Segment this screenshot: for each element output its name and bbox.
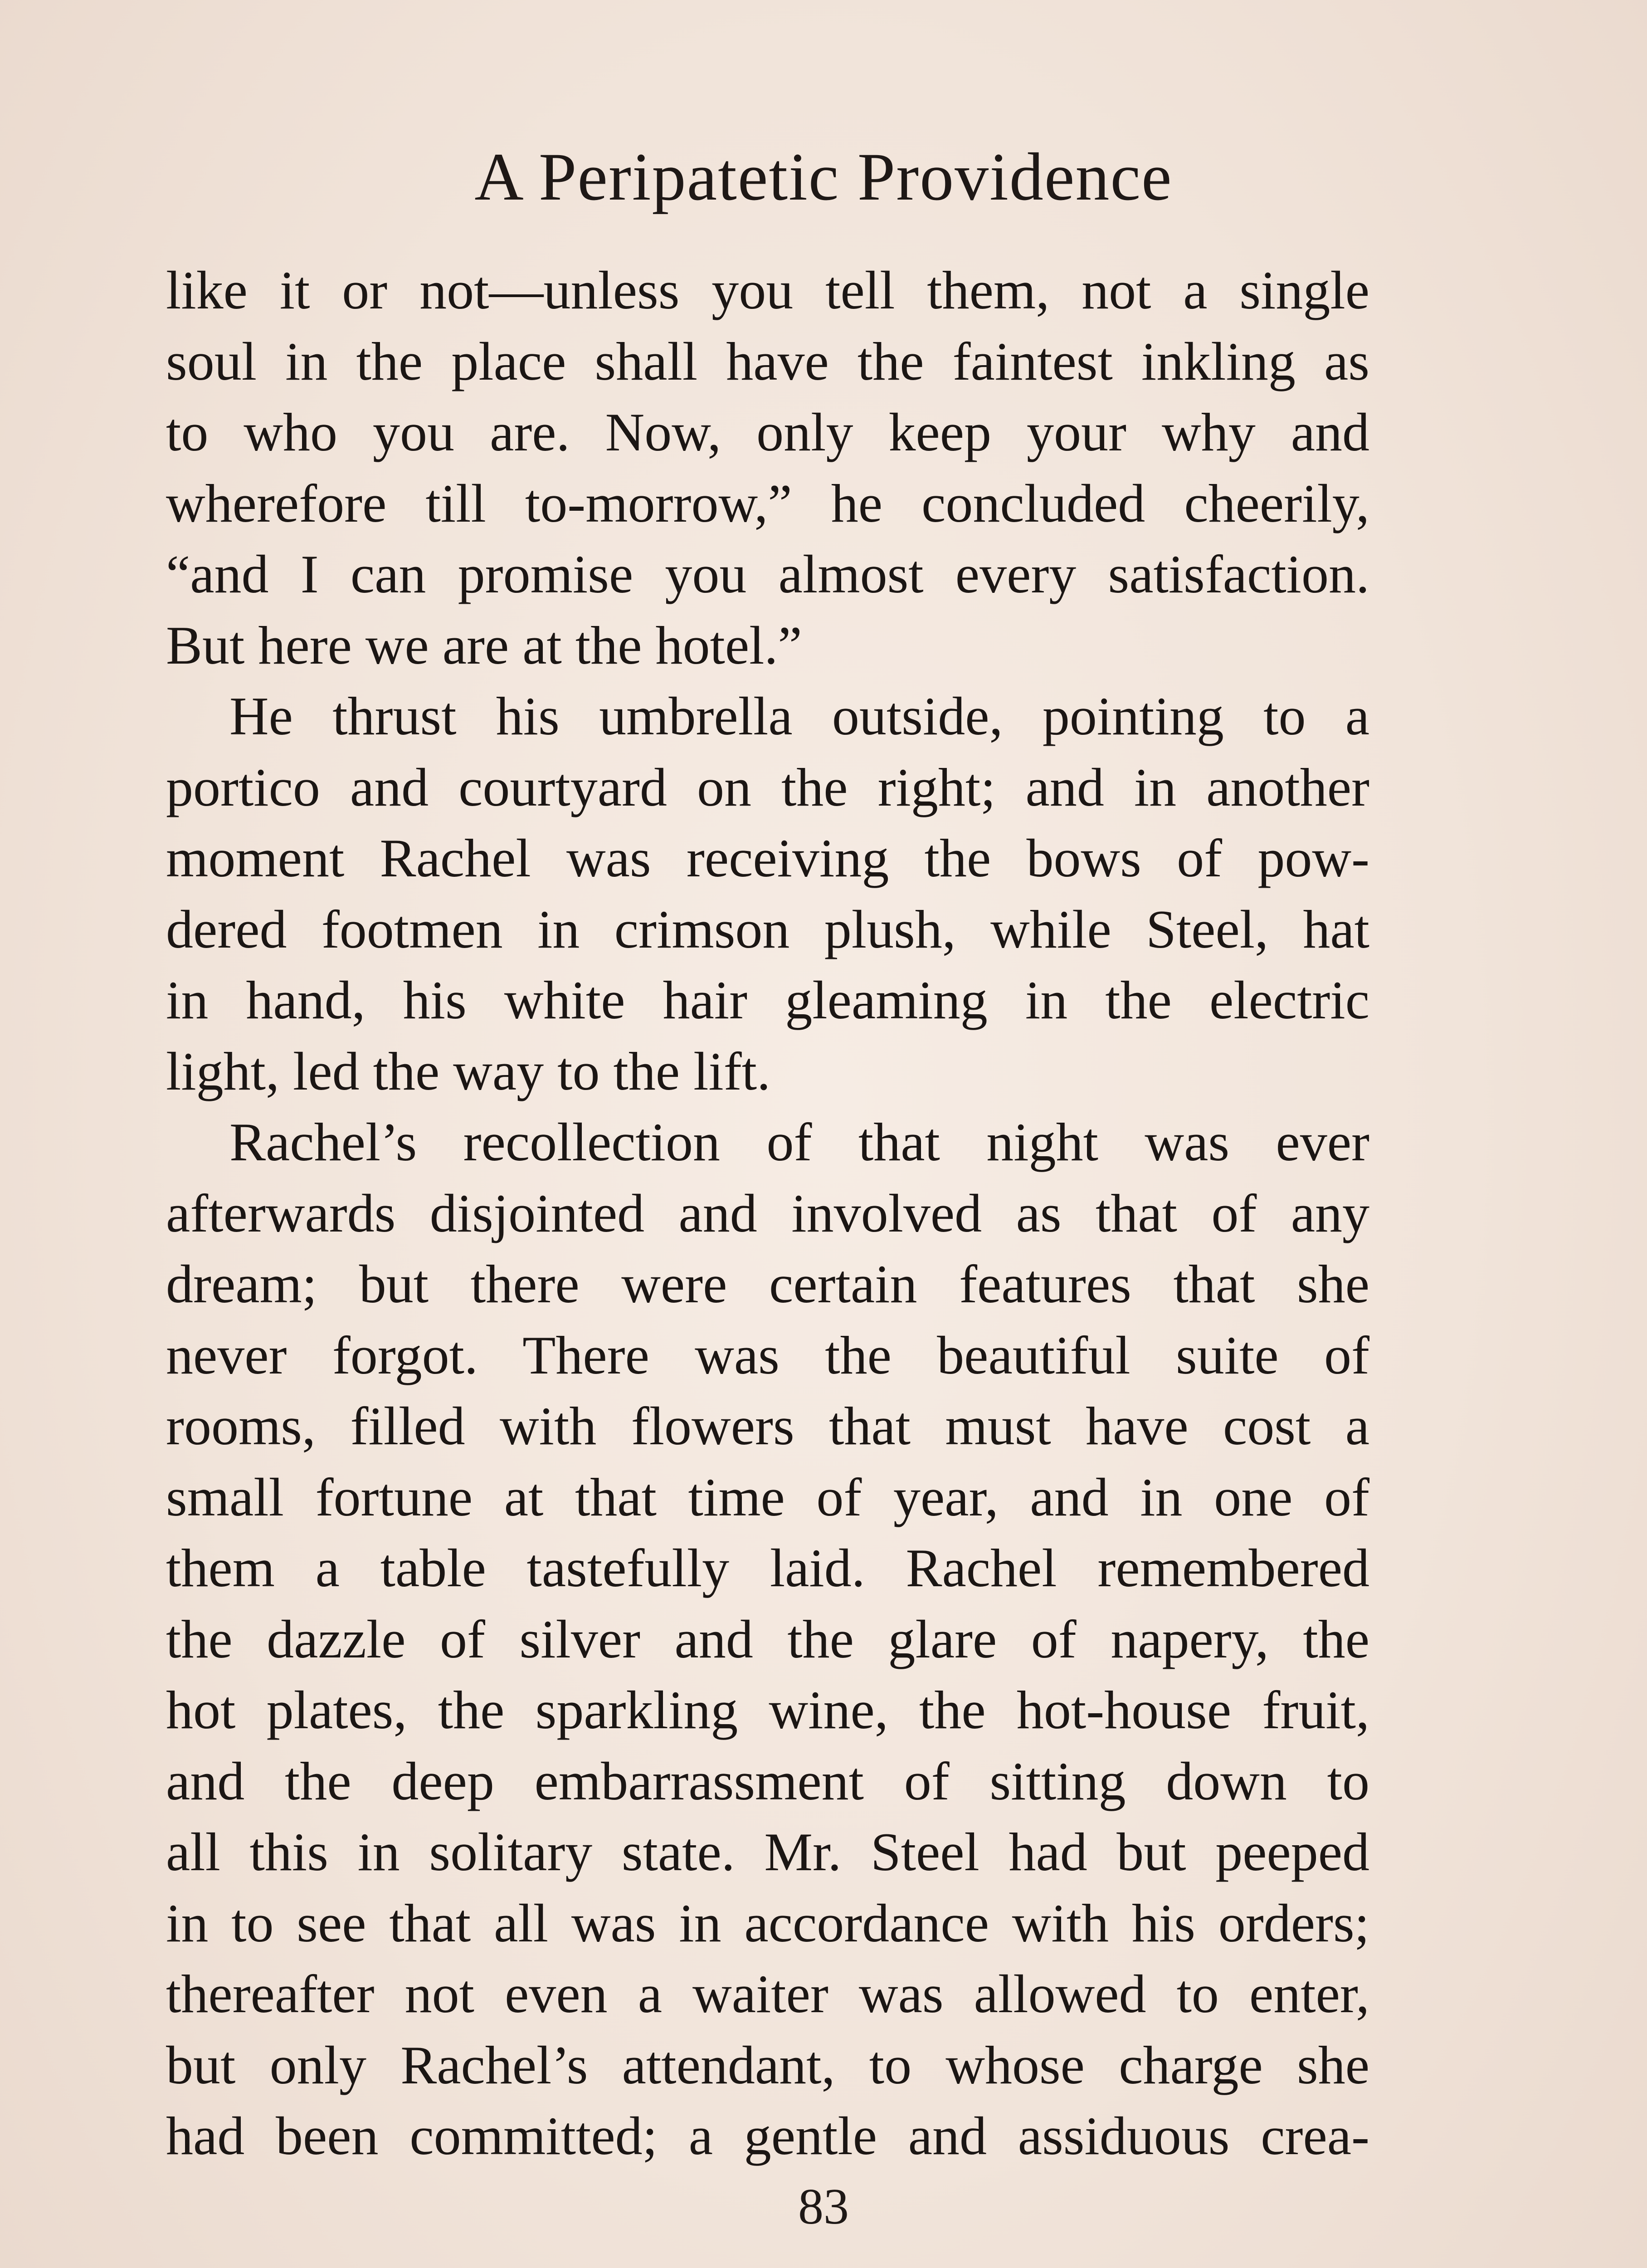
text-line: thereafter not even a waiter was allowed to enter, — [166, 1964, 1369, 2024]
body-text — [166, 255, 1369, 2172]
text-line: small fortune at that time of year, and in one of — [166, 1466, 1369, 1527]
text-line: wherefore till to-morrow,” he concluded cheerily, — [166, 473, 1369, 533]
text-line: never forgot. There was the beautiful suite of — [166, 1325, 1369, 1385]
text-line: hot plates, the sparkling wine, the hot-house fruit, — [166, 1680, 1369, 1740]
text-line: Rachel’s recollection of that night was ever — [229, 1112, 1369, 1172]
text-line: soul in the place shall have the faintest inkling as — [166, 331, 1369, 391]
running-head: A Peripatetic Providence — [474, 139, 1173, 215]
text-line: the dazzle of silver and the glare of napery, the — [166, 1608, 1369, 1669]
text-line: like it or not—unless you tell them, not a single — [166, 260, 1369, 320]
page-number: 83 — [798, 2179, 849, 2235]
text-line: portico and courtyard on the right; and in another — [166, 757, 1369, 817]
text-line: all this in solitary state. Mr. Steel had but peeped — [166, 1822, 1369, 1882]
text-line: in hand, his white hair gleaming in the electric — [166, 970, 1369, 1030]
text-line: But here we are at the hotel.” — [166, 615, 802, 675]
text-line: but only Rachel’s attendant, to whose charge she — [166, 2034, 1369, 2095]
text-line: dered footmen in crimson plush, while Steel, hat — [166, 899, 1369, 959]
text-line: light, led the way to the lift. — [166, 1041, 771, 1101]
text-line: them a table tastefully laid. Rachel remembered — [166, 1538, 1369, 1598]
text-line: moment Rachel was receiving the bows of pow- — [166, 828, 1369, 888]
text-line: and the deep embarrassment of sitting down to — [166, 1750, 1369, 1811]
text-line: rooms, filled with flowers that must have cost a — [166, 1396, 1369, 1456]
text-line: to who you are. Now, only keep your why and — [166, 402, 1369, 462]
text-line: “and I can promise you almost every satisfaction. — [166, 544, 1369, 604]
text-line: had been committed; a gentle and assiduous crea- — [166, 2106, 1369, 2166]
text-line: in to see that all was in accordance with his orders; — [166, 1892, 1369, 1953]
text-line: dream; but there were certain features that she — [166, 1254, 1369, 1314]
text-line: He thrust his umbrella outside, pointing to a — [229, 686, 1369, 746]
text-line: afterwards disjointed and involved as that of any — [166, 1183, 1369, 1243]
